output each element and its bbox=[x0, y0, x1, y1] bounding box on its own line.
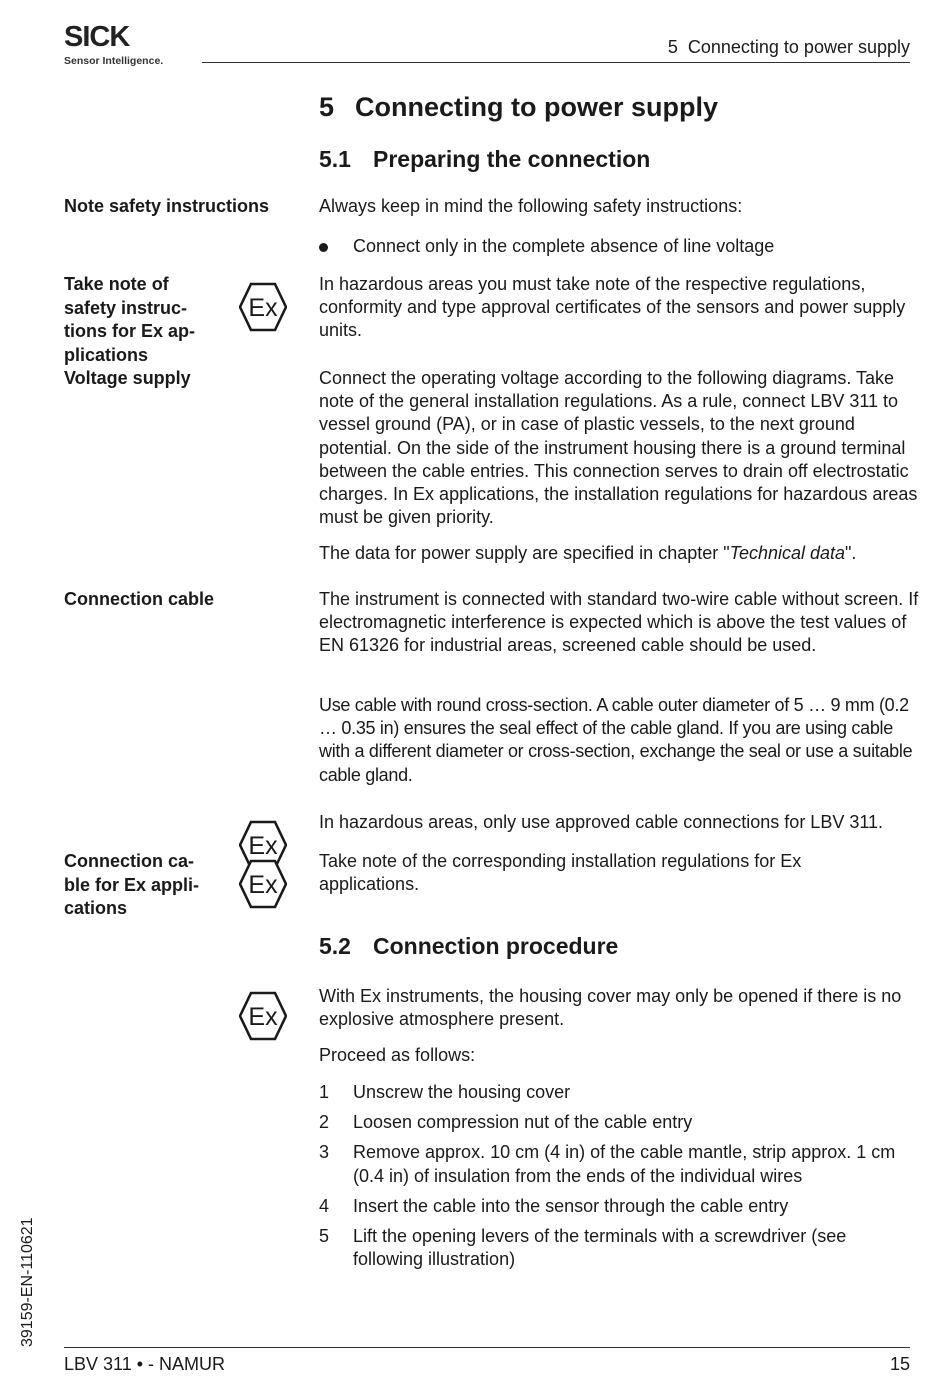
chapter-number: 5 bbox=[319, 92, 335, 122]
ex-hazard-icon bbox=[239, 991, 287, 1041]
voltage-paragraph: Connect the operating voltage according to the following diagrams. Take note of the general installation regulations. As a rule, connect LBV 311 to vessel ground (PA), or in case of plastic vessels, to the next ground potential. On the side of the instrument housing there is a ground terminal between the cable entries. This connection serves to drain off electrostatic charges. In Ex applications, the installation regulations for hazardous areas must be given priority. bbox=[319, 368, 918, 528]
side-label-voltage: Voltage supply bbox=[64, 368, 191, 388]
side-label-cable: Connection cable bbox=[64, 589, 215, 609]
section-title: Preparing the connection bbox=[373, 146, 651, 172]
step-number: 1 bbox=[319, 1082, 330, 1102]
section-number: 5.1 bbox=[319, 146, 351, 172]
procedure-step bbox=[319, 1111, 919, 1134]
sick-logo: SICK bbox=[64, 21, 130, 53]
header-divider bbox=[202, 62, 910, 63]
step-text: Unscrew the housing cover bbox=[353, 1082, 571, 1102]
procedure-step bbox=[319, 1225, 919, 1271]
bullet-icon bbox=[319, 235, 353, 258]
bullet-text: Connect only in the complete absence of line voltage bbox=[353, 236, 775, 256]
footer-divider bbox=[64, 1347, 910, 1348]
running-header: 5 Connecting to power supply bbox=[667, 37, 910, 57]
procedure-step bbox=[319, 1141, 919, 1187]
document-code: 39159-EN-110621 bbox=[19, 1217, 36, 1347]
ex-cable-paragraph: In hazardous areas, only use approved cable connections for LBV 311. bbox=[319, 812, 884, 832]
side-label-cable-ex: Connection cable for Ex applications bbox=[64, 851, 200, 918]
svg-text:Ex: Ex bbox=[248, 1003, 278, 1031]
step-number: 2 bbox=[319, 1112, 330, 1133]
procedure-steps bbox=[319, 1081, 919, 1278]
data-reference-paragraph: The data for power supply are specified in chapter "Technical data". bbox=[319, 543, 857, 563]
ex-hazard-icon bbox=[239, 282, 287, 332]
step-number: 4 bbox=[319, 1195, 330, 1216]
svg-text:Ex: Ex bbox=[248, 871, 278, 899]
step-number: 3 bbox=[319, 1142, 330, 1163]
section-title: Connection procedure bbox=[373, 933, 619, 959]
intro-paragraph: Always keep in mind the following safety instructions: bbox=[319, 196, 743, 216]
cable-paragraph-1: The instrument is connected with standard two-wire cable without screen. If electromagnetic interference is expected which is above the test values of EN 61326 for industrial areas, screened cable should be used. bbox=[319, 589, 919, 656]
cable-ex-paragraph: Take note of the corresponding installation regulations for Ex applications. bbox=[319, 851, 802, 895]
bullet-item bbox=[319, 235, 919, 258]
ex-hazard-icon bbox=[239, 859, 287, 909]
section-heading-5-2 bbox=[319, 932, 618, 960]
logo-tagline: Sensor Intelligence. bbox=[64, 55, 164, 67]
chapter-title: Connecting to power supply bbox=[355, 92, 718, 122]
procedure-step bbox=[319, 1195, 919, 1218]
proceed-paragraph: Proceed as follows: bbox=[319, 1045, 476, 1065]
cable-paragraph-2: Use cable with round cross-section. A cable outer diameter of 5 … 9 mm (0.2 … 0.35 in) ensures the seal effect of the cable gland. If you are using cable with a different diameter or cross-section, exchange the seal or use a suitable cable gland. bbox=[319, 695, 913, 785]
chapter-heading bbox=[319, 91, 718, 123]
page-number: 15 bbox=[889, 1354, 910, 1374]
ex-note-paragraph: In hazardous areas you must take note of the respective regulations, conformity and type approval certificates of the sensors and power supply units. bbox=[319, 274, 906, 341]
chapter-reference: Technical data bbox=[729, 543, 846, 563]
side-label-ex-safety: Take note of safety instructions for Ex applications bbox=[64, 274, 196, 365]
step-text: Remove approx. 10 cm (4 in) of the cable mantle, strip approx. 1 cm (0.4 in) of insulation from the ends of the individual wires bbox=[353, 1142, 896, 1186]
procedure-step bbox=[319, 1081, 919, 1104]
svg-text:Ex: Ex bbox=[248, 294, 278, 322]
step-text: Loosen compression nut of the cable entry bbox=[353, 1112, 693, 1133]
section-heading-5-1 bbox=[319, 145, 650, 173]
ex-warning-paragraph: With Ex instruments, the housing cover may only be opened if there is no explosive atmosphere present. bbox=[319, 986, 902, 1030]
step-text: Lift the opening levers of the terminals with a screwdriver (see following illustration) bbox=[353, 1226, 847, 1270]
svg-text:Ex: Ex bbox=[248, 832, 278, 860]
footer-product: LBV 311 • - NAMUR bbox=[64, 1354, 226, 1374]
step-text: Insert the cable into the sensor through the cable entry bbox=[353, 1195, 789, 1216]
section-number: 5.2 bbox=[319, 933, 351, 959]
side-label-safety: Note safety instructions bbox=[64, 196, 270, 216]
step-number: 5 bbox=[319, 1226, 330, 1247]
